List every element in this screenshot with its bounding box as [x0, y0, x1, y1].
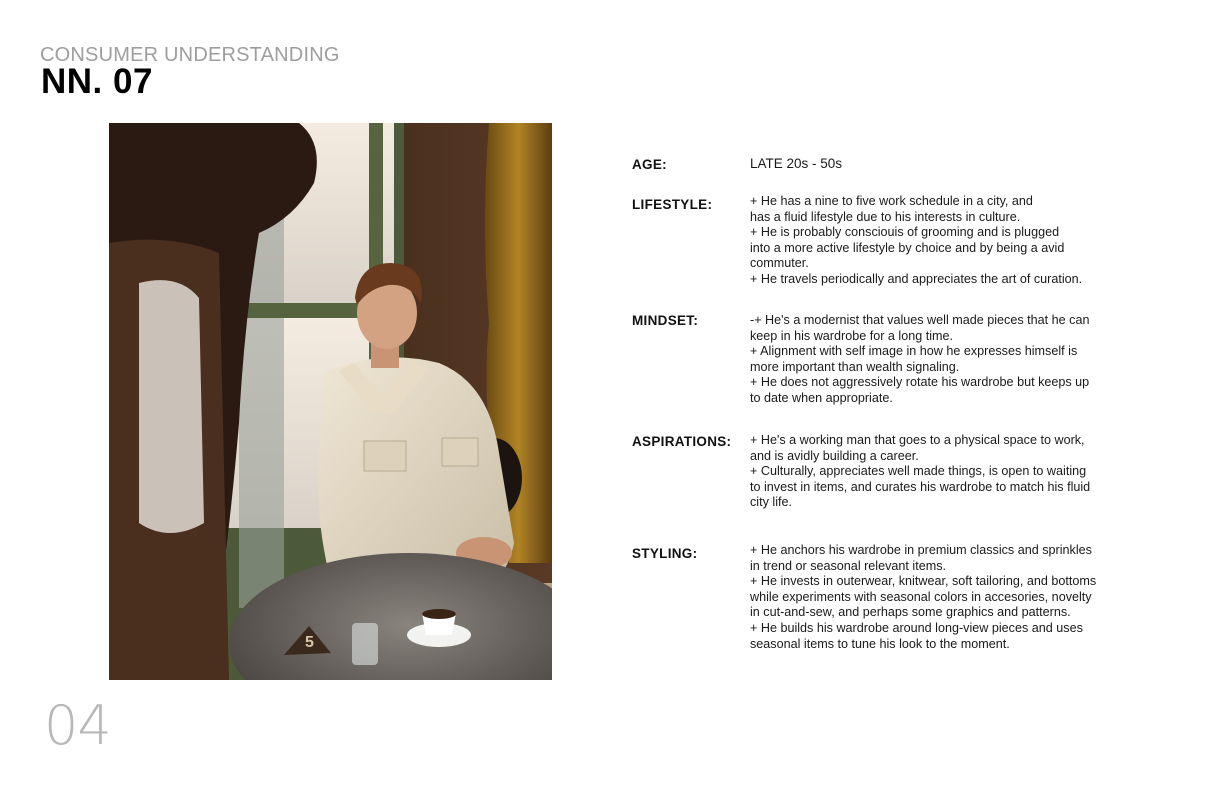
page-number: 04	[44, 694, 111, 757]
aspirations-line: and is avidly building a career.	[750, 448, 919, 463]
aspirations-line: to invest in items, and curates his wardrobe to match his fluid	[750, 479, 1091, 494]
age-label: AGE:	[632, 157, 667, 172]
styling-line: + He builds his wardrobe around long-view pieces and uses	[750, 620, 1083, 635]
table-number-label: 5	[305, 634, 314, 651]
mindset-text	[750, 313, 1150, 407]
age-value: LATE 20s - 50s	[750, 156, 843, 171]
styling-line: + He invests in outerwear, knitwear, soft tailoring, and bottoms	[750, 574, 1097, 589]
styling-label: STYLING:	[632, 546, 698, 561]
lifestyle-line: commuter.	[750, 256, 809, 271]
lifestyle-text	[750, 194, 1150, 288]
styling-line: while experiments with seasonal colors in accesories, novelty	[750, 589, 1092, 604]
mindset-line: to date when appropriate.	[750, 390, 893, 405]
mindset-line: keep in his wardrobe for a long time.	[750, 328, 954, 343]
lifestyle-line: + He is probably consciouis of grooming and is plugged	[750, 225, 1060, 240]
lifestyle-line: into a more active lifestyle by choice and by being a avid	[750, 240, 1065, 255]
eyebrow-heading: CONSUMER UNDERSTANDING	[40, 44, 340, 66]
lifestyle-line: + He has a nine to five work schedule in a city, and	[750, 194, 1033, 208]
aspirations-line: city life.	[750, 495, 792, 510]
mindset-line: + He does not aggressively rotate his wardrobe but keeps up	[750, 375, 1090, 390]
mindset-line: -+ He's a modernist that values well made pieces that he can	[750, 313, 1090, 327]
styling-text	[750, 543, 1150, 652]
aspirations-line: + Culturally, appreciates well made things, is open to waiting	[750, 464, 1087, 479]
mindset-line: + Alignment with self image in how he expresses himself is	[750, 344, 1078, 359]
styling-line: + He anchors his wardrobe in premium classics and sprinkles	[750, 543, 1092, 557]
page-title: NN. 07	[41, 62, 153, 101]
aspirations-line: + He's a working man that goes to a physical space to work,	[750, 433, 1085, 447]
styling-line: in trend or seasonal relevant items.	[750, 558, 947, 573]
mindset-label: MINDSET:	[632, 313, 699, 328]
aspirations-text	[750, 433, 1150, 511]
lifestyle-line: + He travels periodically and appreciates the art of curation.	[750, 271, 1083, 286]
styling-line: seasonal items to tune his look to the moment.	[750, 636, 1010, 651]
hero-photo	[109, 123, 552, 680]
photo-illustration	[109, 123, 552, 680]
lifestyle-line: has a fluid lifestyle due to his interests in culture.	[750, 209, 1021, 224]
lifestyle-label: LIFESTYLE:	[632, 197, 713, 212]
aspirations-label: ASPIRATIONS:	[632, 434, 732, 449]
mindset-line: more important than wealth signaling.	[750, 359, 960, 374]
styling-line: in cut-and-sew, and perhaps some graphics and patterns.	[750, 605, 1071, 620]
